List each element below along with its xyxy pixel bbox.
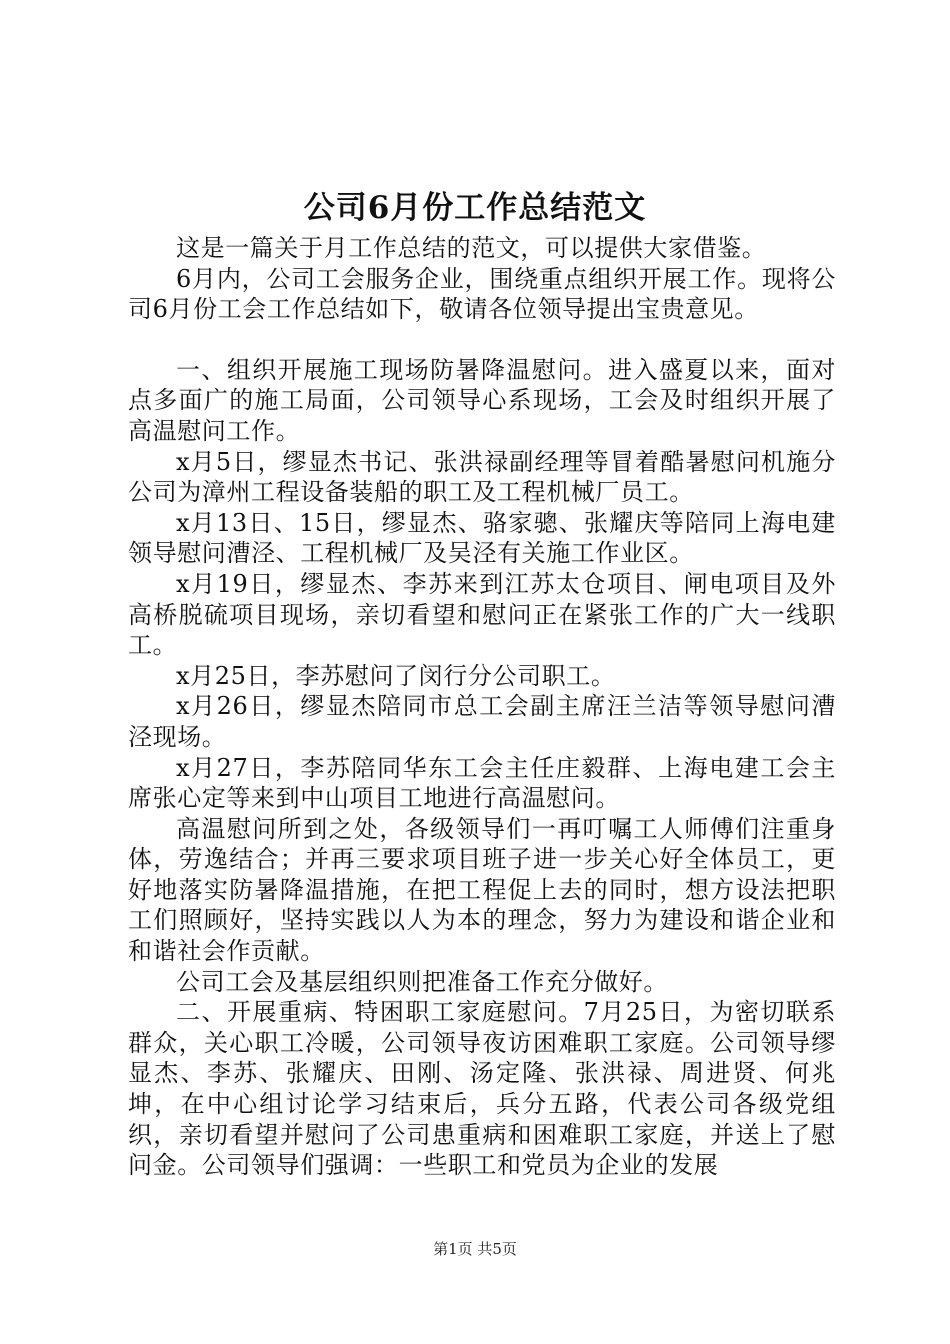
paragraph-visit-13-15: x月13日、15日，缪显杰、骆家骢、张耀庆等陪同上海电建领导慰问漕泾、工程机械厂及吴泾有关施工作业区。	[128, 508, 836, 568]
paragraph-visit-25: x月25日，李苏慰问了闵行分公司职工。	[176, 661, 616, 690]
page-footer: 第1页 共5页	[433, 1240, 517, 1258]
paragraph-visit-19: x月19日，缪显杰、李苏来到江苏太仓项目、闸电项目及外高桥脱硫项目现场，亲切看望和慰问正在紧张工作的广大一线职工。	[128, 569, 836, 660]
paragraph-section-two: 二、开展重病、特困职工家庭慰问。7月25日，为密切联系群众，关心职工冷暖，公司领导夜访困难职工家庭。公司领导缪显杰、李苏、张耀庆、田刚、汤定隆、张洪禄、周进贤、何兆坤，在中心组讨论学习结束后，兵分五路，代表公司各级党组织，亲切看望并慰问了公司患重病和困难职工家庭，并送上了慰问金。公司领导们强调：一些职工和党员为企业的发展	[128, 998, 836, 1180]
paragraph-visit-27: x月27日，李苏陪同华东工会主任庄毅群、上海电建工会主席张心定等来到中山项目工地进行高温慰问。	[128, 753, 836, 813]
paragraph-intro: 这是一篇关于月工作总结的范文，可以提供大家借鉴。	[176, 234, 767, 262]
paragraph-preparation: 公司工会及基层组织则把准备工作充分做好。	[176, 967, 668, 996]
paragraph-visit-26: x月26日，缪显杰陪同市总工会副主席汪兰洁等领导慰问漕泾现场。	[128, 692, 836, 751]
document-body	[128, 233, 836, 1181]
paragraph-visit-5: x月5日，缪显杰书记、张洪禄副经理等冒着酷暑慰问机施分公司为漳州工程设备装船的职工及工程机械厂员工。	[128, 447, 836, 507]
paragraph-section-one: 一、组织开展施工现场防暑降温慰问。进入盛夏以来，面对点多面广的施工局面，公司领导心系现场，工会及时组织开展了高温慰问工作。	[128, 355, 836, 445]
paragraph-overview: 6月内，公司工会服务企业，围绕重点组织开展工作。现将公司6月份工会工作总结如下，敬请各位领导提出宝贵意见。	[128, 264, 836, 324]
paragraph-summary: 高温慰问所到之处，各级领导们一再叮嘱工人师傅们注重身体，劳逸结合；并再三要求项目班子进一步关心好全体员工，更好地落实防暑降温措施，在把工程促上去的同时，想方设法把职工们照顾好，坚持实践以人为本的理念，努力为建设和谐企业和和谐社会作贡献。	[128, 814, 836, 966]
document-title: 公司6月份工作总结范文	[303, 190, 647, 226]
